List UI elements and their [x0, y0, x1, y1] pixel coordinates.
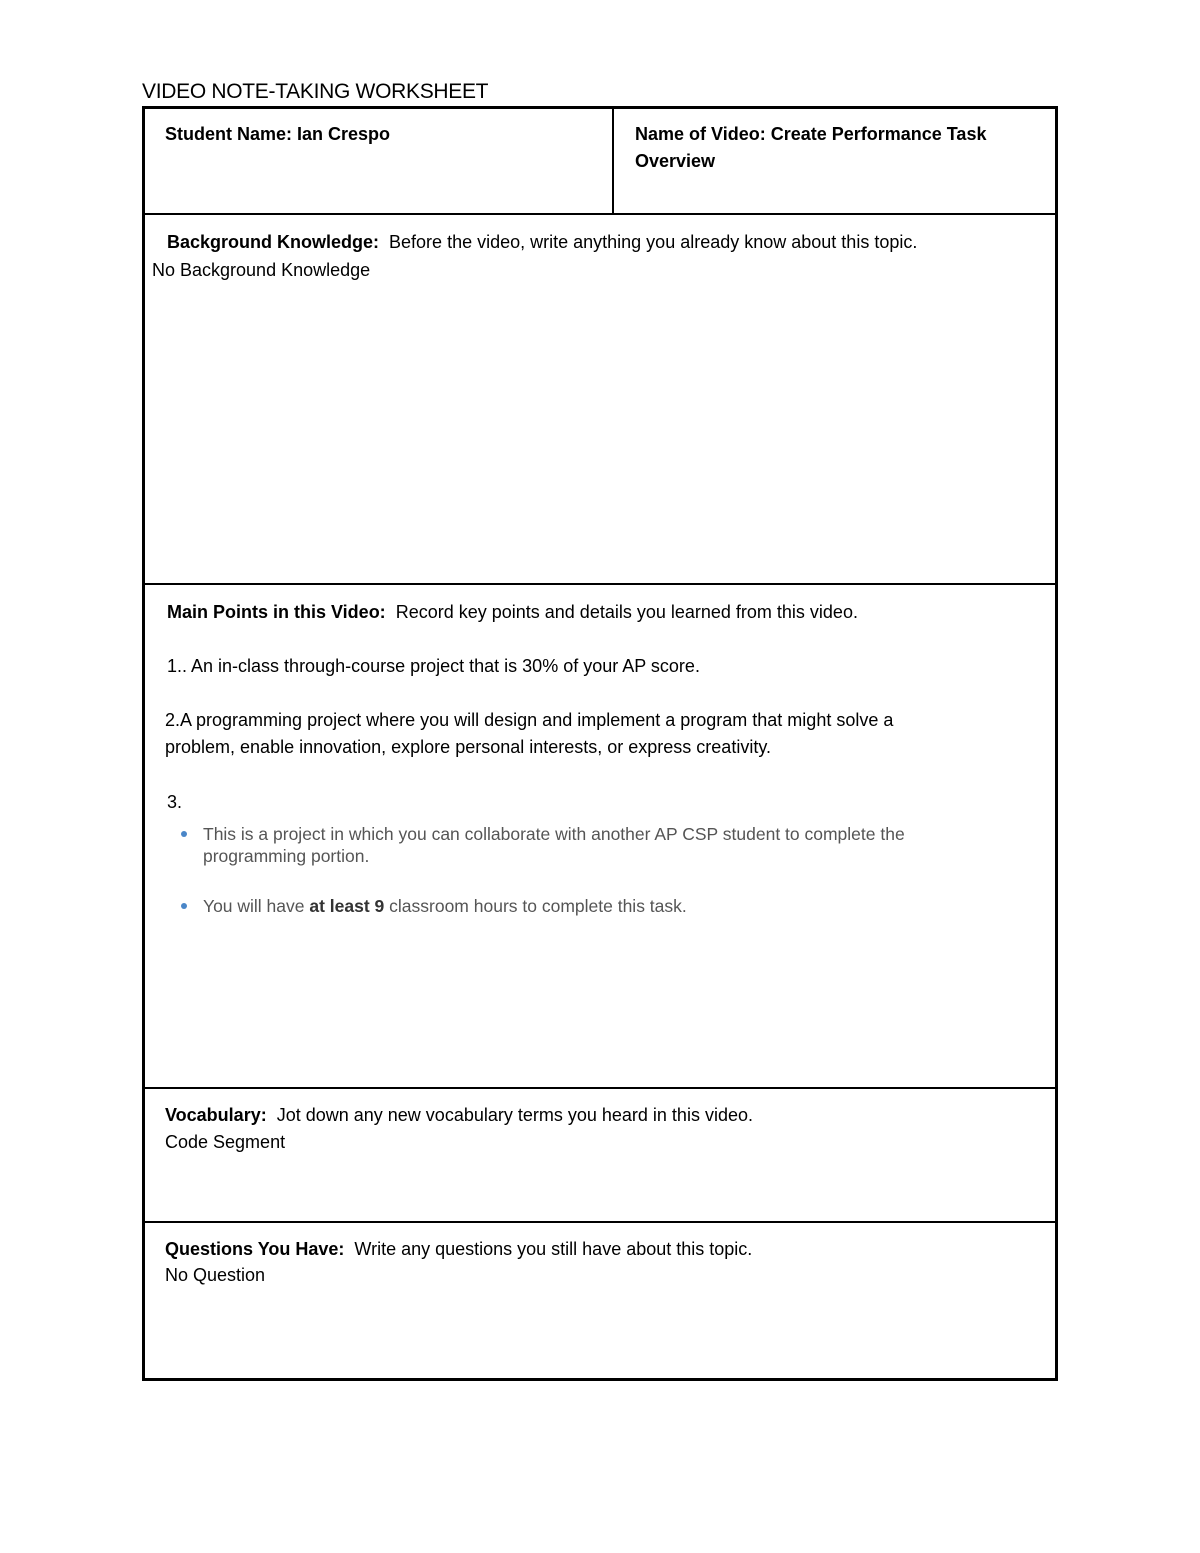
background-knowledge-instructions: Before the video, write anything you already know about this topic.: [389, 232, 918, 252]
bullet-text-pre: You will have: [203, 896, 310, 916]
list-item: [181, 895, 1001, 917]
main-point-3[interactable]: 3.: [167, 792, 183, 812]
row-divider: [145, 1087, 1055, 1089]
questions-instructions: Write any questions you still have about this topic.: [354, 1239, 753, 1259]
bullet-icon: [181, 831, 187, 837]
main-points-instructions: Record key points and details you learned from this video.: [395, 602, 858, 622]
bullet-icon: [181, 903, 187, 909]
main-points-prompt: [167, 599, 858, 626]
main-point-2-line1: 2.A programming project where you will design and implement a program that might solve a: [165, 710, 894, 730]
background-knowledge-answer[interactable]: No Background Knowledge: [152, 260, 371, 280]
vocabulary-answer[interactable]: Code Segment: [165, 1132, 286, 1152]
video-name-line1: Name of Video: Create Performance Task: [635, 124, 987, 144]
bullet-text: This is a project in which you can collaborate with another AP CSP student to complete the programming portion.: [203, 824, 905, 866]
row-divider: [145, 213, 1055, 215]
main-points-heading: Main Points in this Video:: [167, 602, 386, 622]
questions-heading: Questions You Have:: [165, 1239, 345, 1259]
background-knowledge-prompt: [167, 229, 917, 256]
video-name-field[interactable]: [635, 121, 986, 175]
background-knowledge-heading: Background Knowledge:: [167, 232, 380, 252]
student-name-field[interactable]: Student Name: Ian Crespo: [165, 124, 391, 144]
bullet-text-bold: at least 9: [309, 896, 385, 916]
questions-prompt: [165, 1236, 752, 1263]
page-title: VIDEO NOTE-TAKING WORKSHEET: [142, 80, 489, 103]
questions-answer[interactable]: No Question: [165, 1265, 266, 1285]
worksheet-table: [142, 106, 1058, 1381]
row-divider: [145, 583, 1055, 585]
bullet-text-post: classroom hours to complete this task.: [384, 896, 687, 916]
list-item: [181, 823, 1001, 867]
main-point-3-bullets: [181, 823, 1001, 945]
vocabulary-heading: Vocabulary:: [165, 1105, 267, 1125]
column-divider: [612, 109, 614, 214]
main-point-2[interactable]: [165, 707, 893, 761]
vocabulary-prompt: [165, 1102, 753, 1129]
main-point-2-line2: problem, enable innovation, explore personal interests, or express creativity.: [165, 737, 771, 757]
main-point-1[interactable]: 1.. An in-class through-course project that is 30% of your AP score.: [167, 656, 700, 676]
vocabulary-instructions: Jot down any new vocabulary terms you heard in this video.: [276, 1105, 753, 1125]
row-divider: [145, 1221, 1055, 1223]
video-name-line2: Overview: [635, 151, 716, 171]
